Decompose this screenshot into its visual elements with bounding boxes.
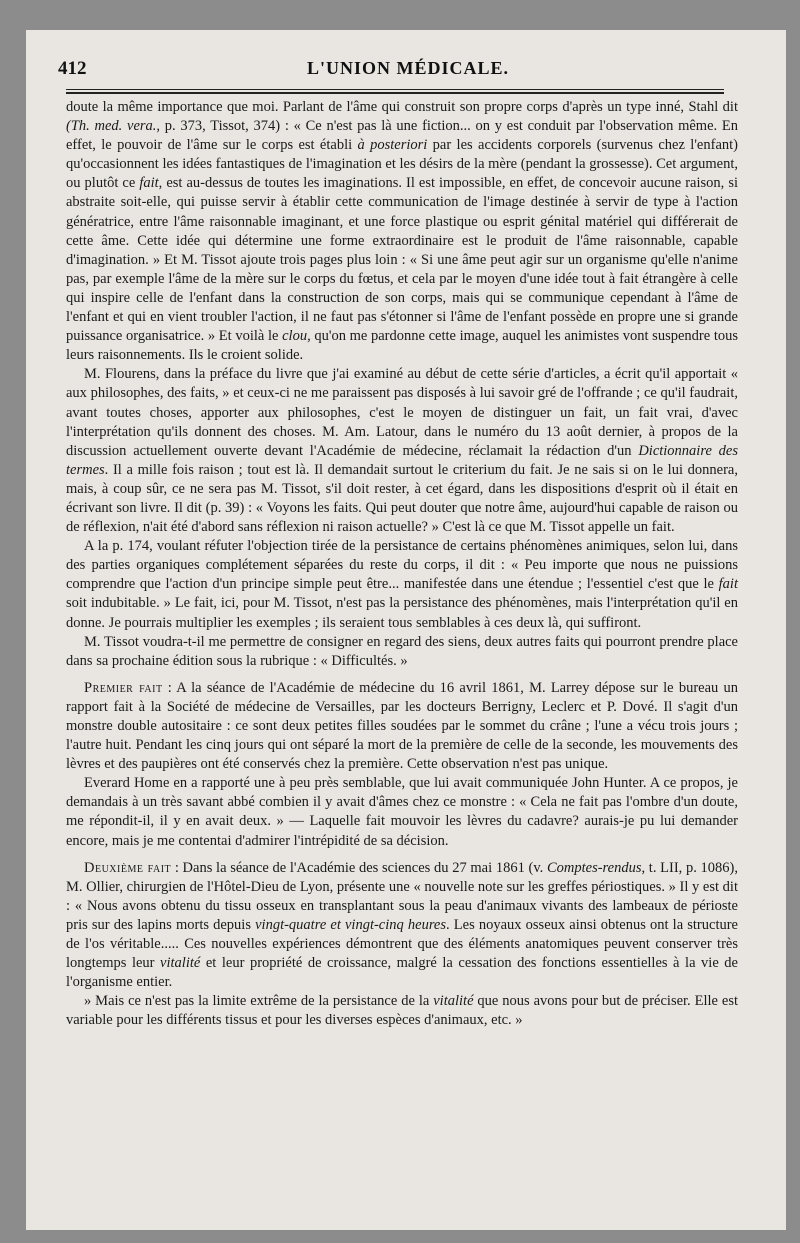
text-run: doute la même importance que moi. Parlant de l'âme qui construit son propre corps d'après un type inné, Stahl dit — [66, 99, 738, 115]
italic-text: (Th. med. vera. — [66, 118, 157, 135]
paragraph-p1 — [66, 98, 738, 365]
paragraph-p3 — [66, 537, 738, 632]
italic-text: vitalité — [433, 993, 474, 1010]
italic-text: Dictionnaire des termes — [66, 442, 738, 478]
paragraph-p4 — [66, 633, 738, 671]
article-body — [66, 98, 738, 1031]
text-run: qu'on me pardonne cette image, auquel les animistes vont suspendre tous leurs raisonnements. Ils le croient solide. — [66, 328, 738, 364]
paragraph-p2 — [66, 365, 738, 537]
text-run: . Il a mille fois raison ; tout est là. Il demandait surtout le criterium du fait. Je ne sais si on le lui donnera, mais, à coup sûr, ce ne sera pas M. Tissot, s'il doit rester, à cet égard, dans les dispositions d'esprit où il était en écrivant son livre. Il dit (p. 39) : « Voyons les faits. Qui peut douter que notre âme, aujourd'hui capable de raison ou de réflexion, n'ait été d'abord sans réflexion ni raison actuelle? » C'est là ce que M. Tissot appelle un fait. — [66, 461, 738, 536]
text-run: par les accidents corporels (survenus chez l'enfant) qu'occasionnent les idées fantastiques de l'imagination et les désirs de la mère (pendant la grossesse). Cet argument, ou plutôt ce — [66, 137, 738, 192]
book-page — [26, 30, 786, 1230]
italic-text: vitalité — [160, 955, 201, 972]
italic-text: clou, — [282, 328, 311, 345]
paragraph-p5 — [66, 679, 738, 774]
section-label: Deuxième fait — [84, 859, 172, 876]
text-run: , est au-dessus de toutes les imaginations. Il est impossible, en effet, de concevoir aucune raison, si abstraite soit-elle, qui puisse servir à établir cette communication de l'image destinée à servir de type à l'action génératrice, entre l'âme raisonnable imaginant, et une force plastique ou esprit génital matériel qui différerait de cette âme. Cette idée qui détermine une forme extraordinaire est le produit de l'âme raisonnable, capable d'imagination. » Et M. Tissot ajoute trois pages plus loin : « Si une âme peut agir sur un organisme qu'elle n'anime pas, par exemple l'âme de la mère sur le corps du fœtus, et cela par le moyen d'une idée tout à fait étrangère à celle qui inspire celle de l'enfant dans la construction de son corps, mais qui se communique cependant à l'âme de l'enfant et qui en vient troubler l'action, il ne faut pas s'étonner si l'âme de l'enfant possède en propre une si grande puissance organisatrice. » Et voilà le — [66, 175, 738, 345]
paragraph-p6 — [66, 774, 738, 850]
text-run: . Les noyaux osseux ainsi obtenus ont la structure de l'os véritable..... Ces nouvelles expériences démontrent que des éléments anatomiques peuvent conserver très longtemps leur — [66, 916, 738, 972]
running-title: L'UNION MÉDICALE. — [306, 58, 510, 78]
text-run: et leur propriété de croissance, malgré la cessation des fonctions essentielles à la vie de l'organisme entier. — [66, 955, 738, 991]
italic-text: Comptes-rendus — [546, 859, 642, 876]
text-run: soit indubitable. » Le fait, ici, pour M. Tissot, n'est pas la persistance des phénomènes, mais l'interprétation qu'il en donne. Je pourrais multiplier les exemples ; ils seraient tous semblables à ces deux là, qui suffiront. — [66, 595, 738, 631]
text-run: M. Flourens, dans la préface du livre que j'ai examiné au début de cette série d'articles, a écrit qu'il apportait « aux philosophes, des faits, » et ceux-ci ne me paraissent pas disposés à lui savoir gré de l'offrande ; ce qu'il faudrait, avant toutes choses, apporter aux philosophes, c'est le moyen de distinguer un fait, un fait vrai, d'avec l'interprétation qu'ils donnent des choses. M. Am. Latour, dans le numéro du 13 août dernier, à propos de la discussion actuellement ouverte devant l'Académie de médecine, réclamait la rédaction d'un — [66, 366, 738, 459]
italic-text: fait — [718, 576, 738, 593]
text-run: , t. LII, p. 1086), M. Ollier, chirurgien de l'Hôtel-Dieu de Lyon, présente une « nouvelle note sur les greffes périostiques. » Il y est dit : « Nous avons obtenu du tissu osseux en transplantant sous la peau d'animaux vivants des lambeaux de périoste pris sur des lapins morts depuis — [66, 859, 738, 933]
text-run: Everard Home en a rapporté une à peu près semblable, que lui avait communiquée John Hunter. A ce propos, je demandais à un très savant abbé combien il y avait d'âmes chez ce monstre : « Cela ne fait pas l'ombre d'un doute, me répondit-il, il y en avait deux. » — Laquelle fait mouvoir les lèvres du cadavre? aurais-je pu lui demander encore, mais je me contentai d'admirer l'intrépidité de sa décision. — [66, 775, 738, 849]
text-run: » Mais ce n'est pas la limite extrême de la persistance de la — [84, 993, 434, 1010]
italic-text: vingt-quatre et vingt-cinq heures — [255, 916, 447, 933]
text-run: , p. 373, Tissot, 374) : « Ce n'est pas là une fiction... on y est conduit par l'observation même. En effet, le pouvoir de l'âme sur le corps est établi — [66, 118, 738, 154]
paragraph-p7 — [66, 859, 738, 993]
italic-text: fait — [139, 175, 159, 192]
section-label: Premier fait — [84, 679, 163, 696]
page-number: 412 — [58, 58, 87, 79]
text-run: que nous avons pour but de préciser. Elle est variable pour les différents tissus et pour les diverses espèces d'animaux, etc. » — [66, 993, 738, 1029]
text-run: A la p. 174, voulant réfuter l'objection tirée de la persistance de certains phénomènes animiques, selon lui, dans des parties organiques complétement séparées du reste du corps, il dit : « Peu importe que nous ne puissions comprendre que l'action d'un principe simple peut être... manifestée dans une étendue ; l'essentiel c'est que le — [66, 538, 738, 593]
text-run: : A la séance de l'Académie de médecine du 16 avril 1861, M. Larrey dépose sur le bureau un rapport fait à la Société de médecine de Versailles, par les docteurs Berrigny, Leclerc et P. Dové. Il s'agit d'un monstre double autositaire : ce sont deux petites filles soudées par le sommet du crâne ; l'une a vécu trois jours ; l'autre huit. Pendant les cinq jours qui ont séparé la mort de la première de celle de la seconde, les mouvements des lèvres et des paupières ont été conservés chez la première. Cette observation n'est pas unique. — [66, 679, 738, 773]
text-run: : Dans la séance de l'Académie des sciences du 27 mai 1861 (v. — [171, 859, 547, 876]
paragraph-p8 — [66, 992, 738, 1030]
header-rule — [66, 89, 724, 94]
italic-text: à posteriori — [357, 137, 428, 154]
page-header — [58, 58, 758, 82]
text-run: M. Tissot voudra-t-il me permettre de consigner en regard des siens, deux autres faits qui pourront prendre place dans sa prochaine édition sous la rubrique : « Difficultés. » — [66, 633, 738, 669]
